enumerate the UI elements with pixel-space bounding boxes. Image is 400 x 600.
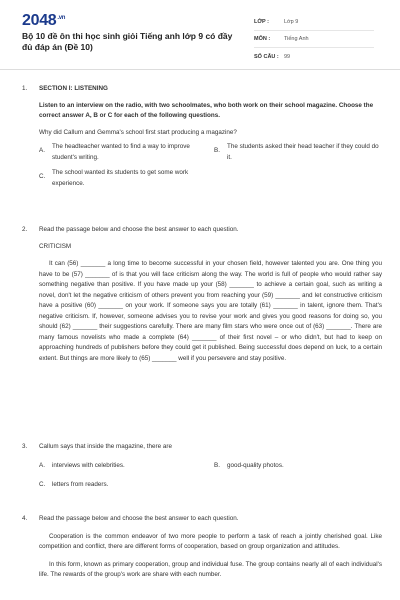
passage-paragraph-2: In this form, known as primary cooperation, group and individual fuse. The group contains nearly all of each individual's life. The rewards of the group's work are share with each number. [39, 560, 382, 578]
meta-table [254, 14, 374, 65]
passage-paragraph-1: Cooperation is the common endeavor of two more people to perform a task of reach a jointly cherished goal. Like competition and conflict, there are different forms of cooperation, based on group organization and attitudes. [39, 532, 382, 550]
question-body [39, 514, 382, 581]
meta-key: MÔN : [254, 36, 271, 42]
meta-key: SỐ CÂU : [254, 53, 279, 60]
meta-value: Lớp 9 [284, 19, 299, 25]
meta-value: 99 [284, 53, 291, 60]
answer-option-c[interactable] [39, 480, 209, 499]
question-instruction: Listen to an interview on the radio, with two schoolmates, who both work on their school magazine. Choose the correct answer A, B or C for each of the following questions. [39, 101, 374, 119]
question-number: 3. [22, 443, 28, 450]
option-letter: C. [39, 480, 46, 488]
option-letter: A. [39, 461, 45, 469]
question-stem: Callum says that inside the magazine, there are [39, 443, 173, 450]
answer-option-a[interactable] [39, 142, 209, 168]
question-body [39, 442, 382, 499]
question-body [39, 84, 382, 194]
question-instruction: Read the passage below and choose the best answer to each question. [39, 226, 239, 233]
answer-option-c[interactable] [39, 168, 209, 194]
answer-option-a[interactable] [39, 461, 209, 480]
logo-suffix: .vn [57, 14, 66, 21]
section-heading: SECTION I: LISTENING [39, 85, 108, 92]
passage-title: CRITICISM [39, 242, 72, 250]
header-divider [0, 69, 400, 70]
option-text: interviews with celebrities. [52, 461, 125, 469]
answer-option-b[interactable] [214, 461, 384, 480]
option-text: letters from readers. [52, 480, 109, 488]
option-letter: A. [39, 147, 45, 154]
option-text: The school wanted its students to get some work experience. [52, 169, 189, 187]
answer-options [39, 461, 382, 499]
answer-options [39, 142, 382, 194]
site-logo[interactable] [22, 12, 65, 30]
meta-row-count [254, 48, 374, 65]
passage-text: It can (56) _______ a long time to become successful in your chosen field, however talented you are. One thing you have to be (57) _______ of is that you will face criticism along the way. The world is full of people who would rather say something negative than positive. If you have made up your (58) _______ to achieve a certain goal, such as writing a novel, don't let the negative criticism of others prevent you from reaching your (59) _______ and let constructive criticism have a positive (60) _______ on your work. If someone says you are totally (61) _______ in talent, ignore them. That's negative criticism. If, however, someone advises you to revise your work and gives you good reasons for doing so, you should (62) _______ their suggestions carefully. There are many film stars who were once out of (63) _______. There are many famous novelists who made a complete (64) _______ of their first novel – or who didn't, but had to keep on approaching hundreds of publishers before they could get it published. Being successful does depend on luck, to a certain extent. But things are more likely to (65) _______ well if you persevere and stay positive. [39, 260, 382, 362]
document-title: Bộ 10 đề ôn thi học sinh giỏi Tiếng anh lớp 9 có đầy đủ đáp án (Đề 10) [22, 31, 233, 52]
meta-value: Tiếng Anh [284, 36, 309, 42]
option-letter: B. [214, 461, 220, 469]
question-number: 1. [22, 85, 28, 92]
logo-text: 2048 [22, 12, 57, 29]
option-text: good-quality photos. [227, 461, 284, 469]
question-stem: Why did Callum and Gemma's school first start producing a magazine? [39, 128, 237, 136]
question-number: 4. [22, 515, 28, 522]
option-letter: C. [39, 173, 46, 180]
option-text: The students asked their head teacher if they could do it. [227, 143, 379, 161]
answer-option-b[interactable] [214, 142, 384, 168]
question-number: 2. [22, 226, 28, 233]
meta-key: LỚP : [254, 19, 269, 25]
option-text: The headteacher wanted to find a way to improve student's writing. [52, 143, 190, 161]
meta-row-class [254, 14, 374, 31]
meta-row-subject [254, 31, 374, 48]
question-body [39, 225, 382, 364]
question-instruction: Read the passage below and choose the best answer to each question. [39, 515, 239, 522]
option-letter: B. [214, 147, 220, 154]
page-header [0, 0, 400, 64]
